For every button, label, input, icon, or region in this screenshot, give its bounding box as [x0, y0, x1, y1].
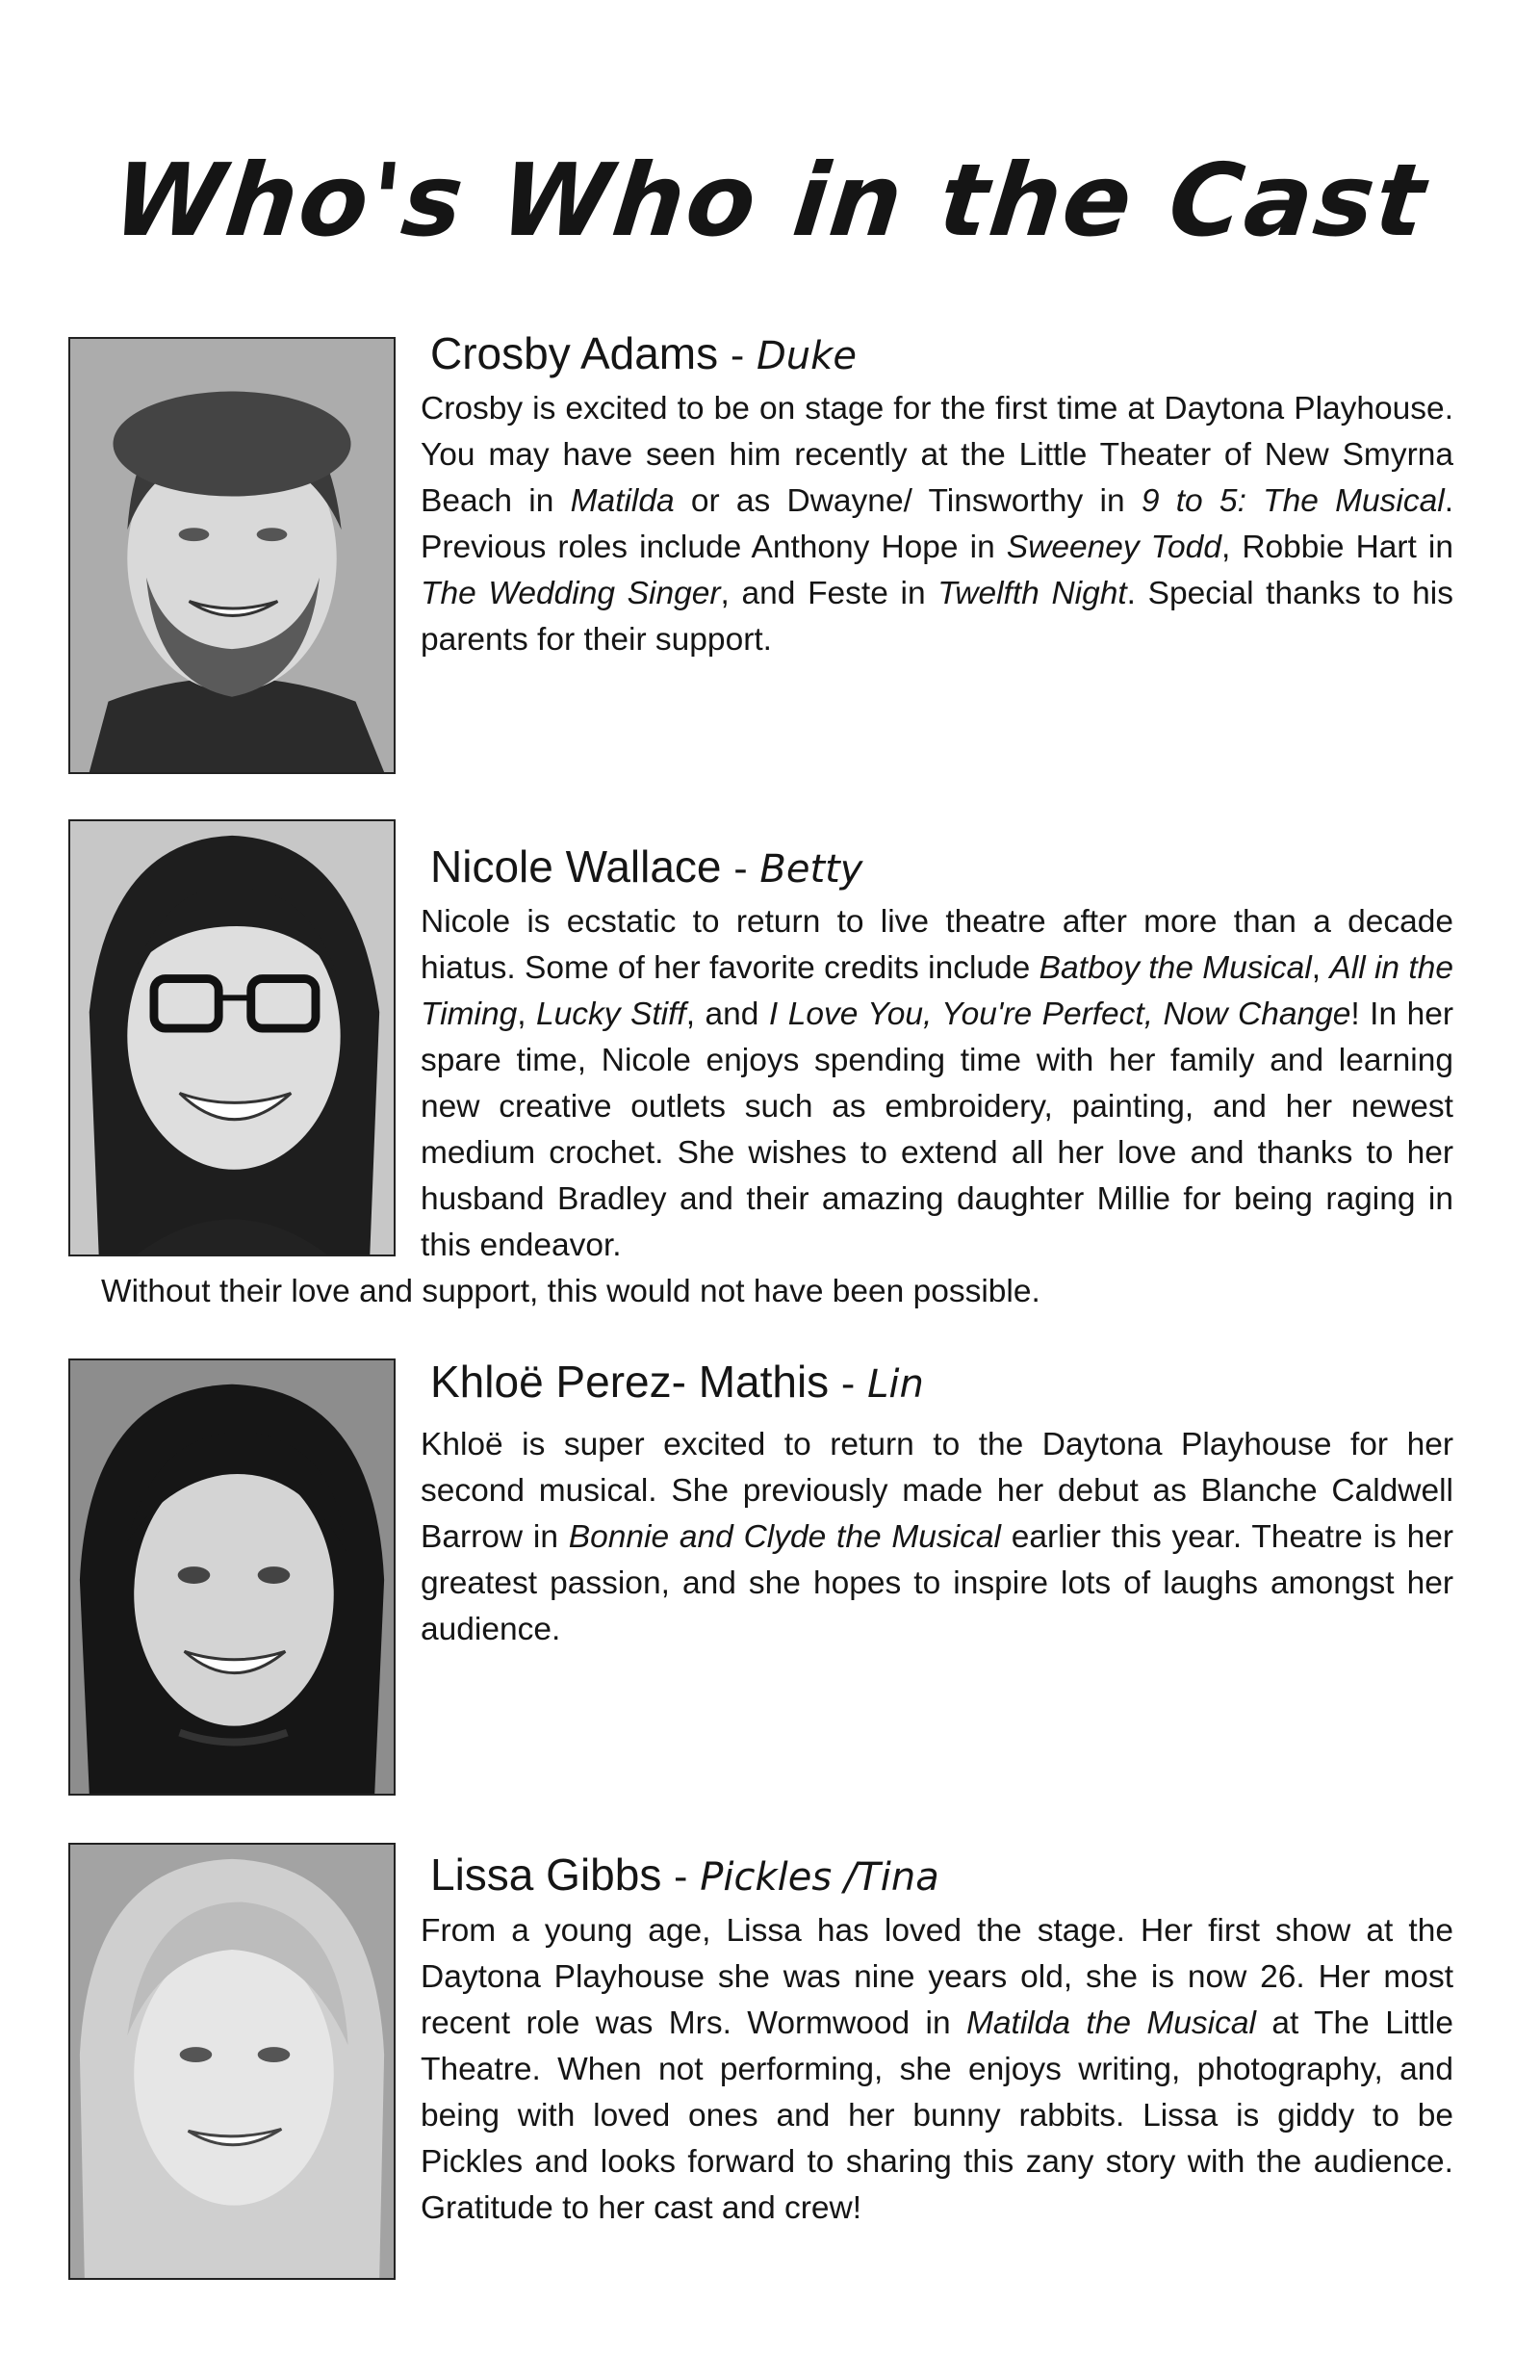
cast-heading [430, 1355, 1453, 1411]
headshot-photo [68, 1358, 396, 1796]
headshot-woman-blonde-icon [70, 1845, 394, 2278]
character-role: Lin [867, 1362, 924, 1407]
show-title: Matilda the Musical [966, 2005, 1256, 2041]
bio-text: From a young age, Lissa has loved the stage. Her first show at the Daytona Playhouse she was nine years old, she is now 26. Her most recent role was Mrs. Wormwood in [421, 1913, 1453, 2041]
show-title: I Love You, You're Perfect, Now Change [768, 996, 1351, 1032]
actor-bio [421, 1422, 1453, 1653]
bio-text: or as Dwayne/ Tinsworthy in [674, 483, 1142, 519]
bio-text: , and Feste in [720, 576, 938, 611]
headshot-man-cap-beard-icon [70, 339, 394, 772]
headshot-photo [68, 1843, 396, 2280]
headshot-photo [68, 337, 396, 774]
bio-text: ! In her spare time, Nicole enjoys spending time with her family and learning new creative outlets such as embroidery, painting, and her newest medium crochet. She wishes to extend all her love and thanks to her husband Bradley and their amazing daughter Millie for being raging in this endeavor. [421, 996, 1454, 1263]
actor-name: Nicole Wallace [430, 841, 722, 892]
show-title: Twelfth Night [937, 576, 1127, 611]
actor-bio [421, 1908, 1453, 2232]
cast-heading [430, 326, 1453, 383]
headshot-photo [68, 819, 396, 1256]
bio-text: earlier this year. Theatre is her greatest passion, and she hopes to inspire lots of laughs amongst her audience. [421, 1519, 1453, 1647]
headshot-woman-glasses-icon [70, 821, 394, 1255]
actor-name: Khloë Perez- Mathis [430, 1357, 830, 1407]
character-role: Betty [759, 847, 863, 892]
show-title: Batboy the Musical [1039, 950, 1312, 986]
name-role-separator: - [718, 334, 757, 378]
bio-text: , and [685, 996, 769, 1032]
bio-text: , Robbie Hart in [1220, 530, 1453, 565]
character-role: Pickles /Tina [700, 1855, 939, 1900]
actor-bio [421, 386, 1453, 663]
headshot-woman-dark-hair-icon [70, 1360, 394, 1794]
show-title: The Wedding Singer [421, 576, 721, 611]
bio-text-continued: Without their love and support, this would not have been possible. [101, 1274, 1040, 1309]
bio-text: Nicole is ecstatic to return to live theatre after more than a decade hiatus. Some of her favorite credits include [421, 904, 1453, 986]
show-title: All in the Timing [421, 950, 1453, 1032]
bio-text: , [517, 996, 537, 1032]
cast-heading [430, 840, 1453, 896]
actor-bio [101, 899, 1454, 1315]
bio-text: Crosby is excited to be on stage for the first time at Daytona Playhouse. You may have seen him recently at the Little Theater of New Smyrna Beach in [421, 391, 1453, 519]
bio-text: , [1311, 950, 1330, 986]
show-title: Lucky Stiff [536, 996, 686, 1032]
name-role-separator: - [721, 847, 760, 892]
character-role: Duke [757, 334, 857, 378]
bio-text: Khloë is super excited to return to the Daytona Playhouse for her second musical. She previously made her debut as Blanche Caldwell Barrow in [421, 1427, 1453, 1555]
show-title: Sweeney Todd [1006, 530, 1221, 565]
show-title: Matilda [570, 483, 675, 519]
show-title: Bonnie and Clyde the Musical [568, 1519, 1001, 1555]
name-role-separator: - [661, 1855, 701, 1900]
page-title: Who's Who in the Cast [108, 142, 1432, 259]
bio-text: . Special thanks to his parents for their support. [421, 576, 1453, 658]
actor-name: Crosby Adams [430, 328, 719, 378]
bio-text: at The Little Theatre. When not performing, she enjoys writing, photography, and being with loved ones and her bunny rabbits. Lissa is giddy to be Pickles and looks forward to sharing this zany story with the audience. Gratitude to her cast and crew! [421, 2005, 1453, 2226]
show-title: 9 to 5: The Musical [1141, 483, 1445, 519]
cast-heading [430, 1848, 1453, 1904]
bio-text: . Previous roles include Anthony Hope in [421, 483, 1453, 565]
actor-name: Lissa Gibbs [430, 1850, 662, 1900]
name-role-separator: - [829, 1362, 868, 1407]
